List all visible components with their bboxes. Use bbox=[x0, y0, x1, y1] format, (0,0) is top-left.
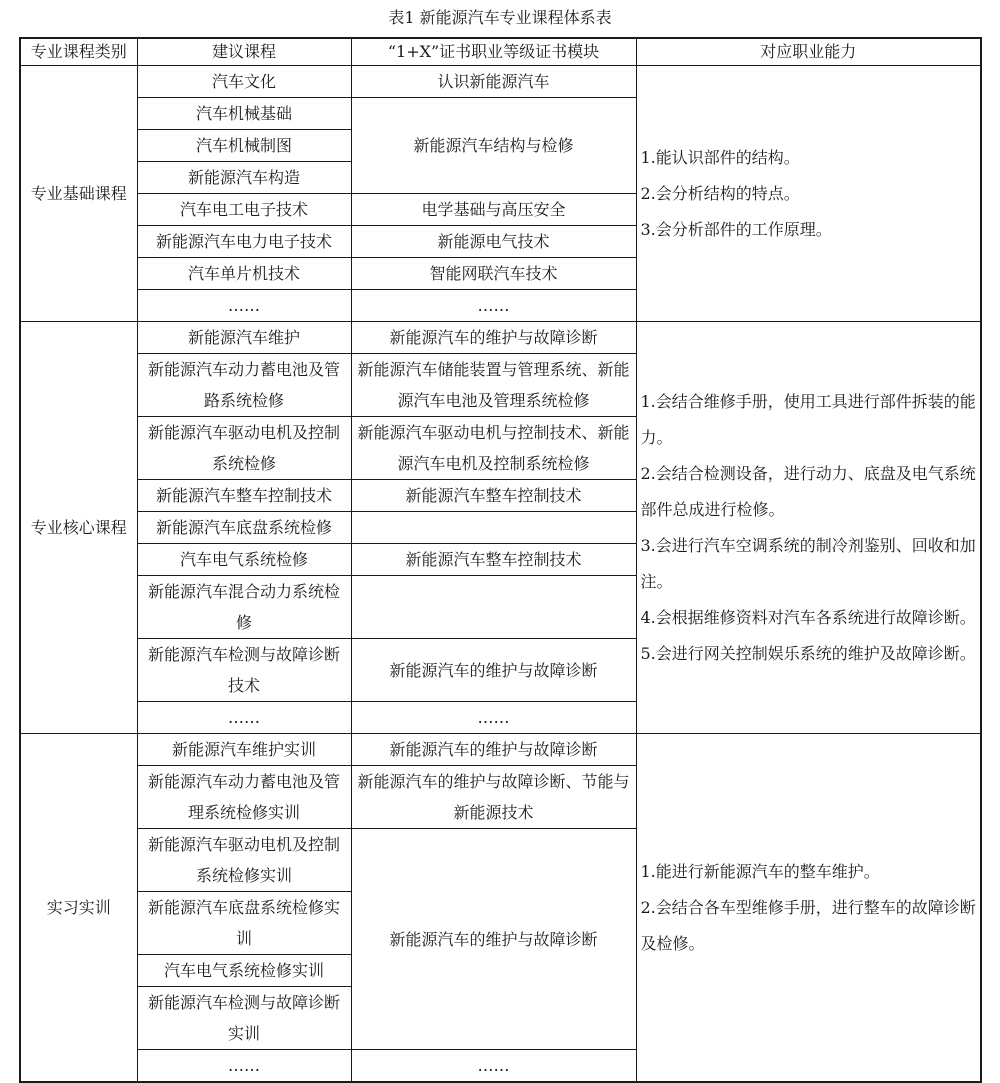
course-cell: 汽车电气系统检修实训 bbox=[137, 955, 351, 987]
header-row bbox=[20, 38, 981, 66]
course-cell: 新能源汽车动力蓄电池及管路系统检修 bbox=[137, 354, 351, 417]
course-cell: 新能源汽车检测与故障诊断技术 bbox=[137, 639, 351, 702]
module-cell: 新能源电气技术 bbox=[351, 226, 636, 258]
module-cell bbox=[351, 576, 636, 639]
course-cell: 新能源汽车整车控制技术 bbox=[137, 480, 351, 512]
module-cell: 新能源汽车的维护与故障诊断、节能与新能源技术 bbox=[351, 766, 636, 829]
course-cell: 新能源汽车混合动力系统检修 bbox=[137, 576, 351, 639]
header-course: 建议课程 bbox=[137, 38, 351, 66]
course-cell: 新能源汽车底盘系统检修实训 bbox=[137, 892, 351, 955]
module-cell: 新能源汽车储能装置与管理系统、新能源汽车电池及管理系统检修 bbox=[351, 354, 636, 417]
course-cell: 汽车机械基础 bbox=[137, 98, 351, 130]
course-cell: 新能源汽车构造 bbox=[137, 162, 351, 194]
ability-line: 3.会进行汽车空调系统的制冷剂鉴别、回收和加注。 bbox=[640, 535, 976, 591]
course-cell: 新能源汽车驱动电机及控制系统检修 bbox=[137, 417, 351, 480]
table-caption: 表1 新能源汽车专业课程体系表 bbox=[388, 8, 612, 27]
category-cell: 专业核心课程 bbox=[20, 322, 137, 734]
ability-line: 2.会结合各车型维修手册，进行整车的故障诊断及检修。 bbox=[640, 897, 976, 953]
course-cell: 新能源汽车维护实训 bbox=[137, 734, 351, 766]
course-cell: …… bbox=[137, 290, 351, 322]
course-cell: …… bbox=[137, 1050, 351, 1083]
ability-line: 1.能进行新能源汽车的整车维护。 bbox=[640, 861, 880, 881]
module-cell: 智能网联汽车技术 bbox=[351, 258, 636, 290]
module-cell: 新能源汽车的维护与故障诊断 bbox=[351, 322, 636, 354]
module-cell: 新能源汽车整车控制技术 bbox=[351, 544, 636, 576]
course-cell: 汽车电气系统检修 bbox=[137, 544, 351, 576]
course-cell: 新能源汽车维护 bbox=[137, 322, 351, 354]
course-cell: …… bbox=[137, 702, 351, 734]
module-cell: 电学基础与高压安全 bbox=[351, 194, 636, 226]
course-cell: 新能源汽车电力电子技术 bbox=[137, 226, 351, 258]
category-cell: 实习实训 bbox=[20, 734, 137, 1083]
module-cell: 新能源汽车的维护与故障诊断 bbox=[351, 639, 636, 702]
header-category: 专业课程类别 bbox=[20, 38, 137, 66]
module-cell: 新能源汽车结构与检修 bbox=[351, 98, 636, 194]
module-cell: 新能源汽车驱动电机与控制技术、新能源汽车电机及控制系统检修 bbox=[351, 417, 636, 480]
module-cell: 新能源汽车的维护与故障诊断 bbox=[351, 734, 636, 766]
module-cell: 新能源汽车整车控制技术 bbox=[351, 480, 636, 512]
course-cell: 汽车文化 bbox=[137, 66, 351, 98]
course-system-table bbox=[19, 37, 982, 1083]
course-cell: 新能源汽车驱动电机及控制系统检修实训 bbox=[137, 829, 351, 892]
ability-line: 4.会根据维修资料对汽车各系统进行故障诊断。 bbox=[640, 607, 976, 627]
table-row bbox=[20, 66, 981, 98]
table-row bbox=[20, 322, 981, 354]
header-ability: 对应职业能力 bbox=[636, 38, 981, 66]
course-cell: 汽车单片机技术 bbox=[137, 258, 351, 290]
ability-line: 1.能认识部件的结构。 bbox=[640, 147, 800, 167]
module-cell: …… bbox=[351, 1050, 636, 1083]
module-cell: …… bbox=[351, 702, 636, 734]
category-cell: 专业基础课程 bbox=[20, 66, 137, 322]
ability-line: 1.会结合维修手册，使用工具进行部件拆装的能力。 bbox=[640, 391, 976, 447]
ability-cell bbox=[636, 734, 981, 1083]
course-cell: 汽车机械制图 bbox=[137, 130, 351, 162]
ability-line: 2.会结合检测设备，进行动力、底盘及电气系统部件总成进行检修。 bbox=[640, 463, 976, 519]
ability-line: 3.会分析部件的工作原理。 bbox=[640, 219, 832, 239]
course-cell: 新能源汽车检测与故障诊断实训 bbox=[137, 987, 351, 1050]
table-row bbox=[20, 734, 981, 766]
header-module: “1+X”证书职业等级证书模块 bbox=[351, 38, 636, 66]
module-cell: 新能源汽车的维护与故障诊断 bbox=[351, 829, 636, 1050]
course-cell: 新能源汽车底盘系统检修 bbox=[137, 512, 351, 544]
module-cell: 认识新能源汽车 bbox=[351, 66, 636, 98]
ability-line: 2.会分析结构的特点。 bbox=[640, 183, 800, 203]
course-cell: 新能源汽车动力蓄电池及管理系统检修实训 bbox=[137, 766, 351, 829]
module-cell: …… bbox=[351, 290, 636, 322]
module-cell bbox=[351, 512, 636, 544]
course-cell: 汽车电工电子技术 bbox=[137, 194, 351, 226]
ability-cell bbox=[636, 66, 981, 322]
ability-line: 5.会进行网关控制娱乐系统的维护及故障诊断。 bbox=[640, 643, 976, 663]
ability-cell bbox=[636, 322, 981, 734]
